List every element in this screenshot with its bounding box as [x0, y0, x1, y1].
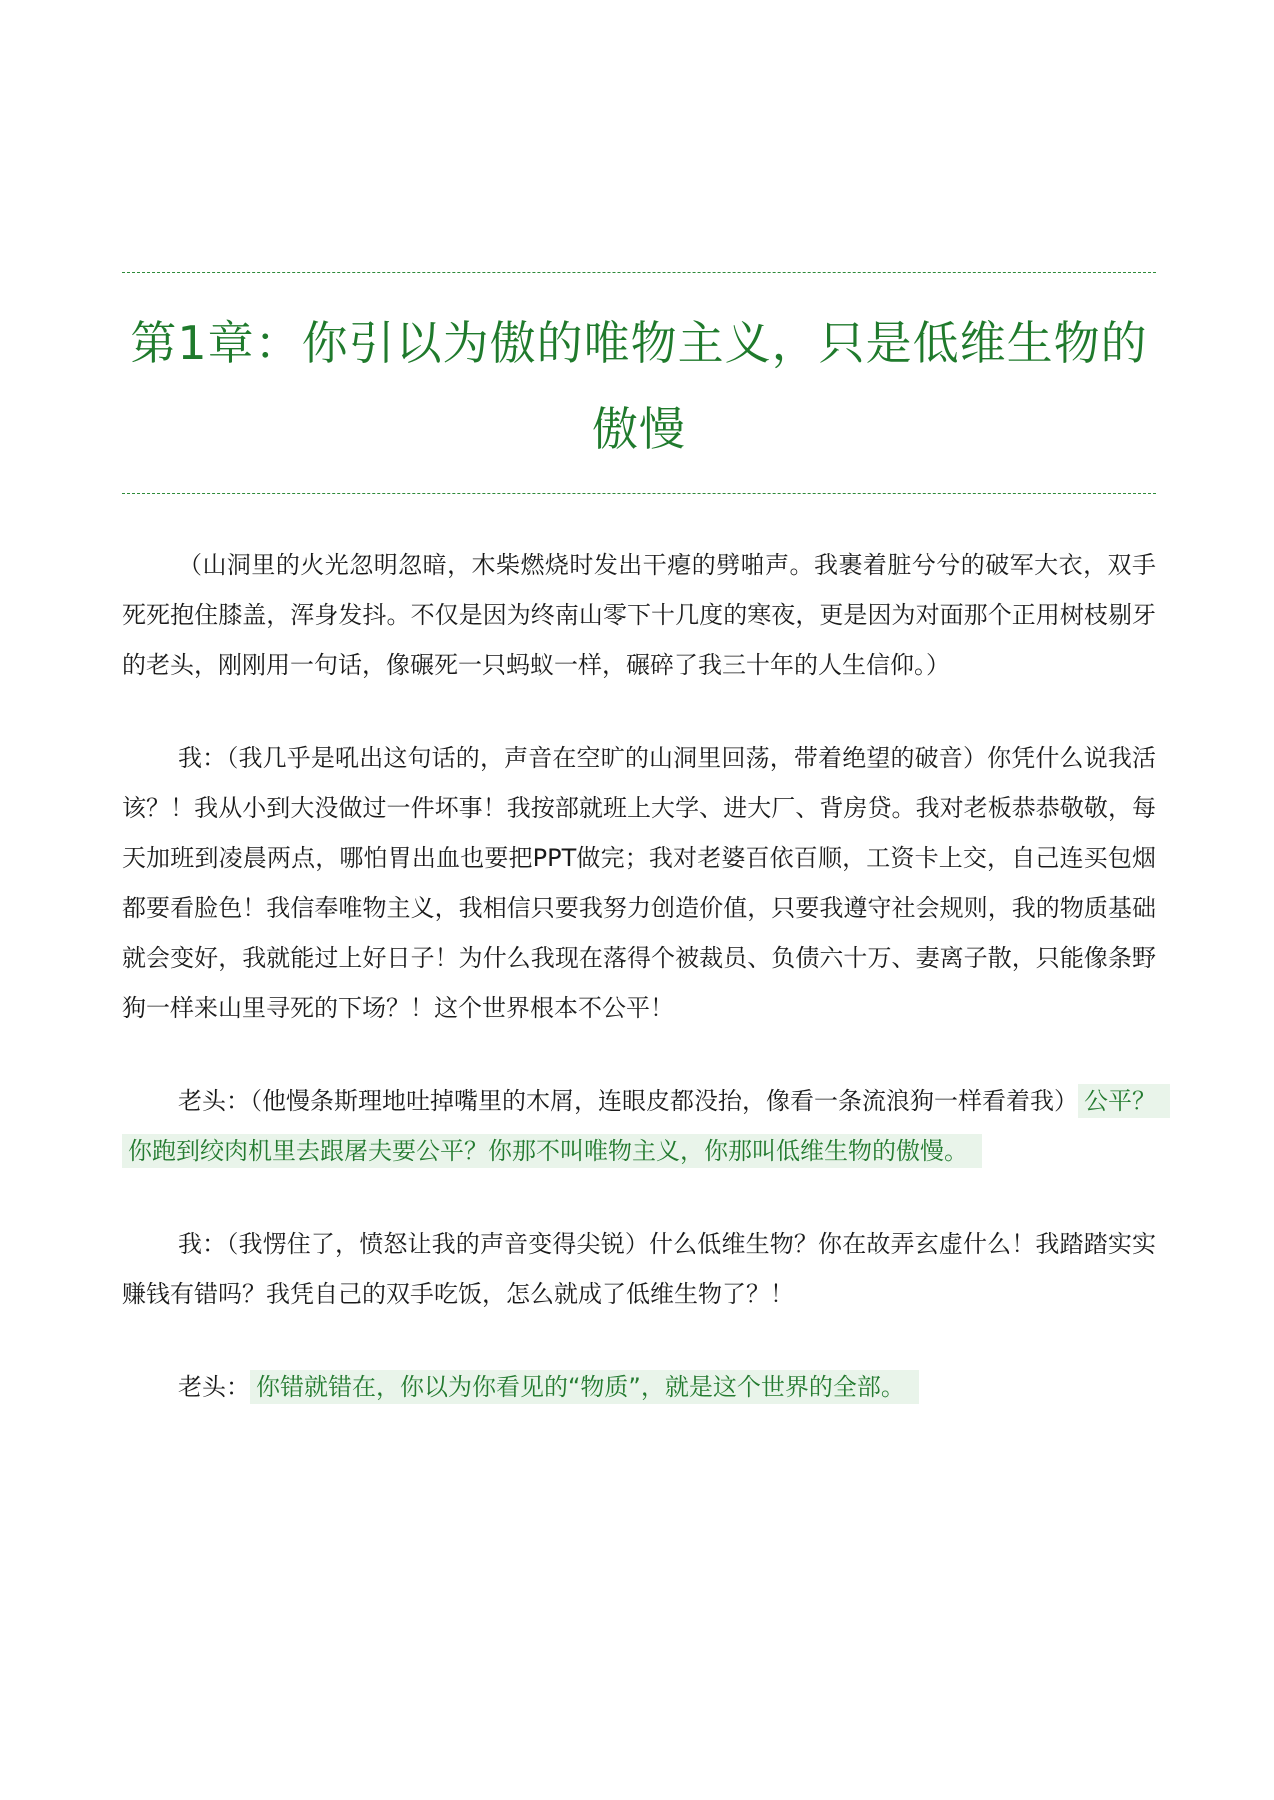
speaker-label: 我：: [178, 1230, 227, 1258]
dialogue-text: （他慢条斯理地吐掉嘴里的木屑，连眼皮都没抬，像看一条流浪狗一样看着我）: [250, 1087, 1078, 1115]
document-page: [122, 0, 1156, 1800]
dialogue-text: （我愣住了，愤怒让我的声音变得尖锐）什么低维生物？你在故弄玄虚什么！我踏踏实实赚钱有错吗？我凭自己的双手吃饭，怎么就成了低维生物了？！: [122, 1230, 1157, 1308]
dialogue-paragraph: [122, 733, 1156, 1033]
title-divider-top: [122, 272, 1156, 273]
title-divider-bottom: [122, 493, 1156, 494]
dialogue-text: （我几乎是吼出这句话的，声音在空旷的山洞里回荡，带着绝望的破音）你凭什么说我活该？！我从小到大没做过一件坏事！我按部就班上大学、进大厂、背房贷。我对老板恭恭敬敬，每天加班到凌晨两点，哪怕胃出血也要把PPT做完；我对老婆百依百顺，工资卡上交，自己连买包烟都要看脸色！我信奉唯物主义，我相信只要我努力创造价值，只要我遵守社会规则，我的物质基础就会变好，我就能过上好日子！为什么我现在落得个被裁员、负债六十万、妻离子散，只能像条野狗一样来山里寻死的下场？！这个世界根本不公平！: [122, 744, 1157, 1022]
chapter-body: [122, 540, 1156, 1455]
speaker-label: 老头：: [178, 1373, 250, 1401]
highlighted-quote: 公平？你跑到绞肉机里去跟屠夫要公平？你那不叫唯物主义，你那叫低维生物的傲慢。: [122, 1084, 1170, 1168]
narration-paragraph: [122, 540, 1156, 690]
highlighted-quote: 你错就错在，你以为你看见的“物质”，就是这个世界的全部。: [250, 1370, 919, 1404]
chapter-title: 第1章：你引以为傲的唯物主义，只是低维生物的傲慢: [130, 316, 1148, 456]
dialogue-paragraph: [122, 1219, 1156, 1319]
speaker-label: 我：: [178, 744, 227, 772]
dialogue-paragraph: [122, 1076, 1156, 1176]
dialogue-paragraph: [122, 1362, 1156, 1412]
speaker-label: 老头：: [178, 1087, 250, 1115]
narration-text: （山洞里的火光忽明忽暗，木柴燃烧时发出干瘪的劈啪声。我裹着脏兮兮的破军大衣，双手死死抱住膝盖，浑身发抖。不仅是因为终南山零下十几度的寒夜，更是因为对面那个正用树枝剔牙的老头，刚刚用一句话，像碾死一只蚂蚁一样，碾碎了我三十年的人生信仰。）: [122, 551, 1156, 679]
